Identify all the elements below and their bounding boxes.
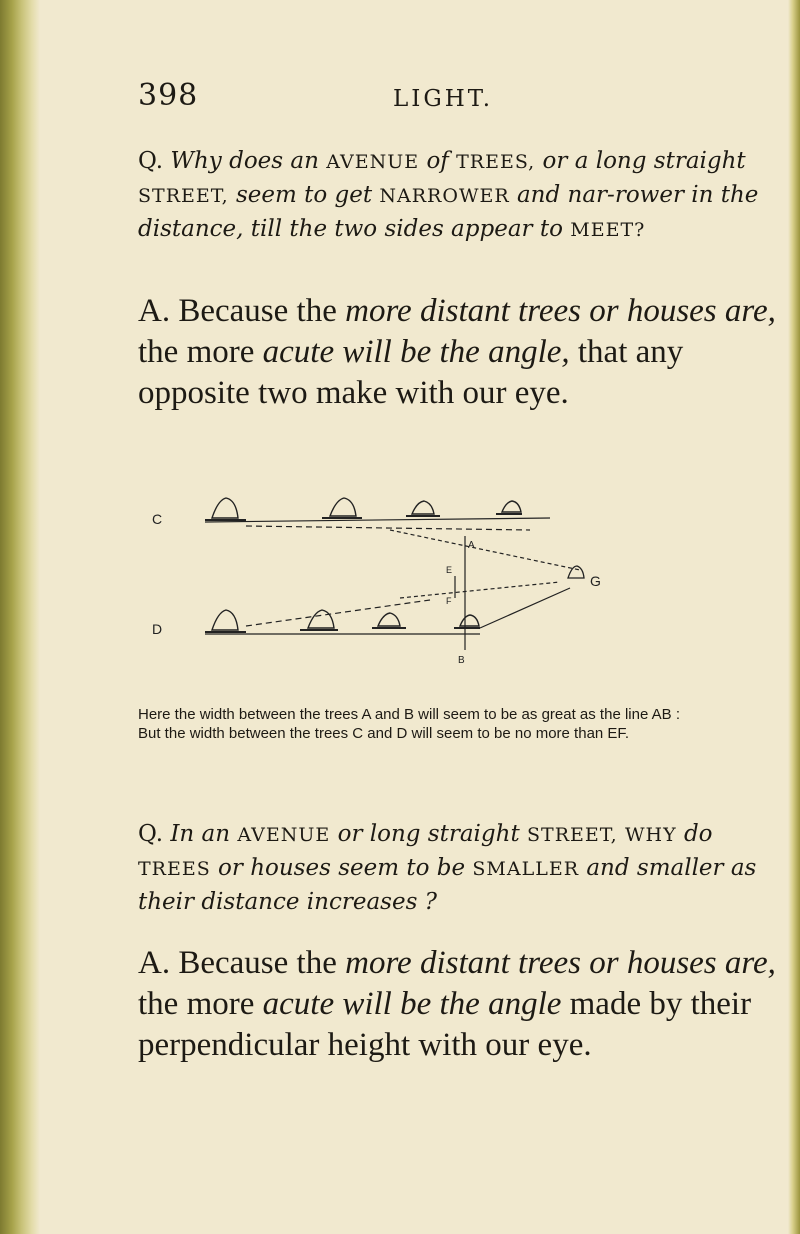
answer-text: the more [138,334,255,370]
question-smallcaps: SMALLER [472,858,580,880]
question-text: seem to get [235,182,373,208]
question-text: or houses seem to be [218,855,466,881]
question-text: or long straight [337,821,520,847]
answer-2 [138,943,788,1066]
question-text: and nar-rower in the distance, till the two sides appear to [138,182,759,242]
answer-text: the more [138,986,255,1022]
label-a: A [468,540,475,551]
question-text: and smaller as their distance increases ? [138,855,757,915]
question-smallcaps: TREES, [456,151,536,173]
answer-italic: more distant trees or houses are, [345,945,776,981]
label-b: B [458,655,465,666]
answer-text: that any opposite two make with our eye. [138,334,684,411]
question-smallcaps: MEET? [570,219,646,241]
question-1 [138,145,788,247]
tree-row-top [205,498,522,520]
tree-icon [205,610,246,632]
question-smallcaps: STREET, [527,824,618,846]
question-label: Q. [138,148,164,174]
answer-label: A. [138,293,171,329]
label-c: C [152,511,163,527]
avenue-perspective-diagram [150,478,650,678]
question-text: of [426,148,449,174]
question-text: do [683,821,713,847]
question-smallcaps: STREET, [138,185,229,207]
answer-text: made by their perpendicular height with our eye. [138,986,752,1063]
question-smallcaps: WHY [624,824,677,846]
page-right-edge [788,0,800,1234]
question-smallcaps: AVENUE [237,824,331,846]
answer-italic: acute will be the angle [262,986,562,1022]
answer-text: Because the [178,945,337,981]
tree-icon [205,498,246,520]
label-e: E [446,565,453,575]
answer-text: Because the [178,293,337,329]
question-smallcaps: NARROWER [379,185,510,207]
tree-icon [372,613,406,628]
tree-icon [406,501,440,516]
question-text: In an [170,821,231,847]
tree-row-bottom [205,610,480,632]
question-label: Q. [138,821,164,847]
label-f: F [446,596,452,606]
label-d: D [152,621,163,637]
tree-icon [300,610,338,630]
question-smallcaps: TREES [138,858,211,880]
tree-icon [322,498,362,518]
diagram-caption [138,705,778,743]
caption-line: But the width between the trees C and D will seem to be no more than EF. [138,725,630,742]
caption-line: Here the width between the trees A and B will seem to be as great as the line AB : [138,706,680,723]
road-edge-top [205,518,580,570]
book-binding-edge [0,0,40,1234]
answer-italic: more distant trees or houses are, [345,293,776,329]
page-number: 398 [138,78,199,113]
question-text: Why does an [170,148,319,174]
question-smallcaps: AVENUE [326,151,420,173]
running-head: LIGHT. [393,86,494,112]
tree-icon [454,615,480,628]
perpendicular-lines [455,536,465,650]
question-2 [138,818,788,919]
tree-icon [496,501,522,514]
answer-italic: acute will be the angle, [262,334,570,370]
answer-label: A. [138,945,171,981]
page-header [0,78,800,118]
answer-1 [138,291,788,414]
question-text: or a long straight [542,148,746,174]
label-g: G [590,573,601,589]
